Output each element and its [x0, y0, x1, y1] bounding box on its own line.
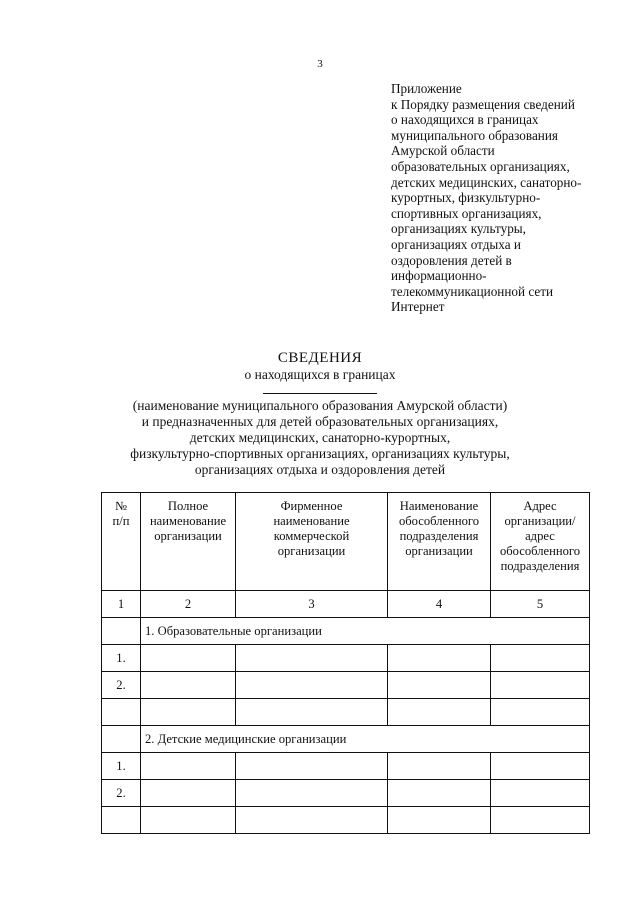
section-title: 2. Детские медицинские организации [141, 726, 590, 753]
appendix-line: к Порядку размещения сведений [391, 96, 575, 112]
page-number: 3 [317, 58, 323, 70]
table-cell [141, 672, 236, 699]
header-line: организации [405, 544, 473, 558]
header-cell-brand-name [236, 493, 388, 591]
column-number-row [102, 591, 590, 618]
header-line: наименование [273, 514, 350, 528]
caption-line: (наименование муниципального образования Амурской области) [132, 398, 508, 413]
fill-in-blank-line [263, 385, 377, 394]
table-row [102, 699, 590, 726]
row-index [102, 807, 141, 834]
appendix-line: Интернет [391, 299, 445, 315]
header-line: Адрес [523, 499, 557, 513]
table-cell [491, 645, 590, 672]
table-cell [388, 672, 491, 699]
caption-line: и предназначенных для детей образовательных организациях, [141, 414, 499, 429]
table-cell [236, 699, 388, 726]
table-cell [236, 807, 388, 834]
document-heading: СВЕДЕНИЯ [277, 350, 363, 366]
appendix-line: организациях культуры, [391, 221, 526, 237]
header-cell-full-name [141, 493, 236, 591]
caption-line: физкультурно-спортивных организациях, организациях культуры, [130, 446, 510, 461]
header-line: наименование [149, 514, 227, 528]
appendix-line: оздоровления детей в [391, 252, 512, 268]
column-number: 1 [102, 591, 141, 618]
document-subheading: о находящихся в границах [244, 367, 396, 382]
header-line: Наименование [399, 499, 479, 513]
appendix-line: Амурской области [391, 143, 495, 159]
table-cell [491, 807, 590, 834]
row-index: 1. [102, 645, 141, 672]
table-cell [388, 753, 491, 780]
table-cell [141, 780, 236, 807]
table-cell [236, 645, 388, 672]
header-line: Полное [167, 499, 209, 513]
table-cell [236, 753, 388, 780]
header-line: п/п [112, 514, 130, 528]
table-row [102, 672, 590, 699]
appendix-line: детских медицинских, санаторно- [391, 174, 582, 190]
header-line: подразделения [500, 559, 580, 573]
header-line: № [114, 499, 128, 513]
header-line: адрес [525, 529, 555, 543]
table-cell [491, 672, 590, 699]
table-cell [141, 753, 236, 780]
table-cell [141, 699, 236, 726]
header-cell-subdivision [388, 493, 491, 591]
appendix-line: курортных, физкультурно- [391, 190, 541, 206]
table-cell [236, 780, 388, 807]
appendix-note [391, 81, 631, 315]
row-index [102, 699, 141, 726]
header-line: обособленного [499, 544, 581, 558]
header-line: подразделения [399, 529, 479, 543]
section-blank-cell [102, 726, 141, 753]
column-number: 5 [491, 591, 590, 618]
table-cell [491, 699, 590, 726]
table-cell [388, 807, 491, 834]
appendix-line: спортивных организациях, [391, 205, 542, 221]
table-header-row [102, 493, 590, 591]
table-row [102, 753, 590, 780]
header-line: организации [154, 529, 222, 543]
row-index: 1. [102, 753, 141, 780]
column-number: 2 [141, 591, 236, 618]
row-index: 2. [102, 672, 141, 699]
caption-line: организациях отдыха и оздоровления детей [194, 462, 446, 477]
appendix-line: информационно- [391, 268, 487, 284]
appendix-line: образовательных организациях, [391, 158, 570, 174]
table-cell [141, 645, 236, 672]
appendix-line: организациях отдыха и [391, 236, 521, 252]
header-line: обособленного [398, 514, 480, 528]
table-cell [388, 645, 491, 672]
table-cell [388, 780, 491, 807]
appendix-line: муниципального образования [391, 127, 558, 143]
table-cell [141, 807, 236, 834]
table-cell [388, 699, 491, 726]
table-row [102, 645, 590, 672]
header-line: коммерческой [273, 529, 350, 543]
header-cell-number [102, 493, 141, 591]
row-index: 2. [102, 780, 141, 807]
section-row [102, 726, 590, 753]
appendix-line: телекоммуникационной сети [391, 283, 554, 299]
appendix-line: Приложение [391, 81, 462, 96]
header-cell-address [491, 493, 590, 591]
section-blank-cell [102, 618, 141, 645]
column-number: 3 [236, 591, 388, 618]
header-line: организации [277, 544, 346, 558]
table-row [102, 780, 590, 807]
section-row [102, 618, 590, 645]
table-row [102, 807, 590, 834]
table-cell [236, 672, 388, 699]
table-cell [491, 780, 590, 807]
caption-line: детских медицинских, санаторно-курортных, [189, 430, 451, 445]
organizations-table [101, 492, 590, 834]
header-line: Фирменное [280, 499, 343, 513]
column-number: 4 [388, 591, 491, 618]
appendix-line: о находящихся в границах [391, 112, 539, 128]
section-title: 1. Образовательные организации [141, 618, 590, 645]
table-cell [491, 753, 590, 780]
header-line: организации/ [504, 514, 576, 528]
title-block [0, 350, 640, 478]
